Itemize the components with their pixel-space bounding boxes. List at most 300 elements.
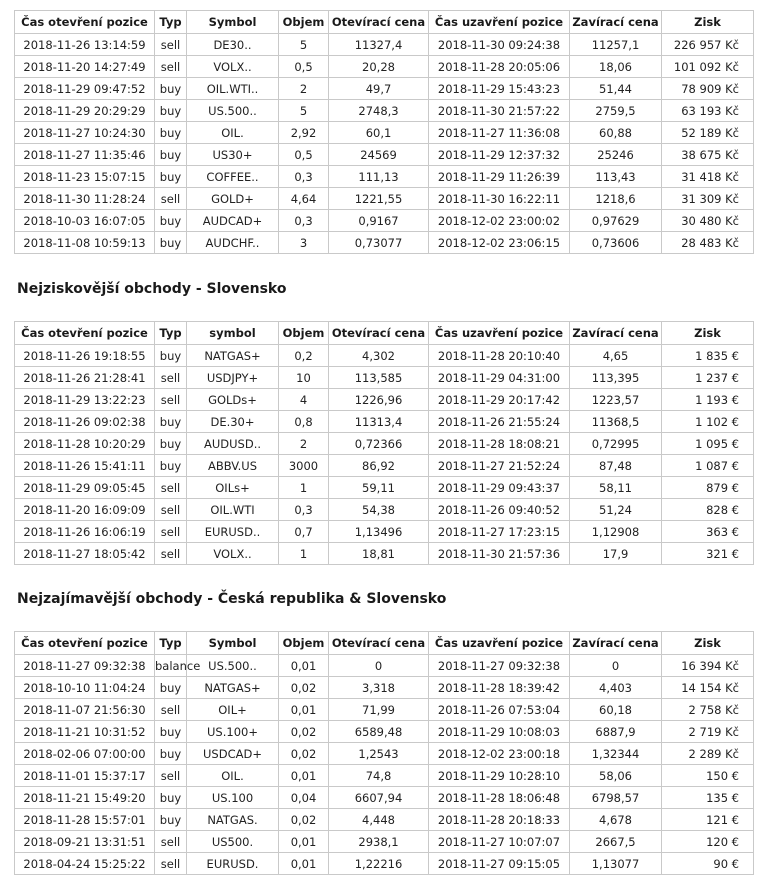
cell-profit: 226 957 Kč	[662, 34, 754, 56]
cell-open-time: 2018-04-24 15:25:22	[15, 853, 155, 875]
cell-profit: 879 €	[662, 477, 754, 499]
cell-close-price: 60,18	[570, 699, 662, 721]
column-header-volume: Objem	[279, 632, 329, 655]
cell-symbol: US.500..	[187, 655, 279, 677]
cell-open-price: 1,22216	[329, 853, 429, 875]
trades-table-sk	[14, 321, 754, 565]
cell-profit: 31 309 Kč	[662, 188, 754, 210]
cell-close-price: 1,12908	[570, 521, 662, 543]
cell-profit: 321 €	[662, 543, 754, 565]
cell-close-price: 0,72995	[570, 433, 662, 455]
cell-open-time: 2018-11-29 09:05:45	[15, 477, 155, 499]
cell-type: balance	[155, 655, 187, 677]
cell-close-price: 51,44	[570, 78, 662, 100]
cell-close-price: 113,395	[570, 367, 662, 389]
cell-close-time: 2018-11-27 17:23:15	[429, 521, 570, 543]
cell-open-price: 4,448	[329, 809, 429, 831]
cell-close-price: 0,97629	[570, 210, 662, 232]
cell-profit: 63 193 Kč	[662, 100, 754, 122]
table-row	[15, 853, 754, 875]
cell-type: sell	[155, 367, 187, 389]
cell-close-price: 4,403	[570, 677, 662, 699]
cell-open-price: 0,9167	[329, 210, 429, 232]
cell-type: sell	[155, 34, 187, 56]
cell-open-price: 1226,96	[329, 389, 429, 411]
cell-volume: 0,5	[279, 56, 329, 78]
table-row	[15, 499, 754, 521]
table-row	[15, 166, 754, 188]
table-row	[15, 543, 754, 565]
cell-close-price: 6798,57	[570, 787, 662, 809]
cell-volume: 2,92	[279, 122, 329, 144]
cell-type: buy	[155, 743, 187, 765]
cell-volume: 0,02	[279, 743, 329, 765]
cell-type: sell	[155, 188, 187, 210]
table-row	[15, 34, 754, 56]
table-row	[15, 699, 754, 721]
cell-profit: 120 €	[662, 831, 754, 853]
cell-type: buy	[155, 100, 187, 122]
cell-close-time: 2018-11-29 11:26:39	[429, 166, 570, 188]
cell-volume: 1	[279, 477, 329, 499]
cell-volume: 0,01	[279, 765, 329, 787]
cell-open-price: 2938,1	[329, 831, 429, 853]
cell-symbol: USDJPY+	[187, 367, 279, 389]
cell-profit: 121 €	[662, 809, 754, 831]
cell-volume: 0,01	[279, 853, 329, 875]
cell-type: buy	[155, 144, 187, 166]
cell-close-price: 51,24	[570, 499, 662, 521]
cell-profit: 101 092 Kč	[662, 56, 754, 78]
table-row	[15, 743, 754, 765]
section-title-cz-sk: Nejzajímavější obchody - Česká republika & Slovensko	[17, 591, 447, 607]
cell-close-time: 2018-11-27 21:52:24	[429, 455, 570, 477]
cell-open-time: 2018-11-26 15:41:11	[15, 455, 155, 477]
table-row	[15, 100, 754, 122]
cell-open-time: 2018-11-01 15:37:17	[15, 765, 155, 787]
column-header-close-time: Čas uzavření pozice	[429, 632, 570, 655]
column-header-open-price: Otevírací cena	[329, 322, 429, 345]
cell-symbol: US500.	[187, 831, 279, 853]
cell-volume: 3000	[279, 455, 329, 477]
cell-close-price: 0	[570, 655, 662, 677]
cell-open-time: 2018-11-21 15:49:20	[15, 787, 155, 809]
cell-symbol: GOLD+	[187, 188, 279, 210]
column-header-close-price: Zavírací cena	[570, 11, 662, 34]
table-row	[15, 78, 754, 100]
cell-close-price: 0,73606	[570, 232, 662, 254]
cell-close-price: 11368,5	[570, 411, 662, 433]
cell-close-price: 1,32344	[570, 743, 662, 765]
cell-type: buy	[155, 345, 187, 367]
cell-profit: 28 483 Kč	[662, 232, 754, 254]
cell-close-price: 1,13077	[570, 853, 662, 875]
cell-close-price: 60,88	[570, 122, 662, 144]
trades-table-cz	[14, 10, 754, 254]
column-header-open-price: Otevírací cena	[329, 11, 429, 34]
cell-open-time: 2018-10-03 16:07:05	[15, 210, 155, 232]
cell-close-price: 18,06	[570, 56, 662, 78]
cell-type: sell	[155, 477, 187, 499]
cell-open-price: 0	[329, 655, 429, 677]
cell-open-time: 2018-11-27 18:05:42	[15, 543, 155, 565]
cell-close-time: 2018-11-26 07:53:04	[429, 699, 570, 721]
cell-symbol: AUDCAD+	[187, 210, 279, 232]
cell-close-price: 58,06	[570, 765, 662, 787]
table-row	[15, 477, 754, 499]
cell-symbol: US30+	[187, 144, 279, 166]
cell-type: sell	[155, 853, 187, 875]
cell-profit: 1 237 €	[662, 367, 754, 389]
cell-symbol: OIL+	[187, 699, 279, 721]
cell-open-time: 2018-11-07 21:56:30	[15, 699, 155, 721]
table-row	[15, 455, 754, 477]
cell-close-time: 2018-11-28 18:06:48	[429, 787, 570, 809]
cell-volume: 0,02	[279, 721, 329, 743]
column-header-symbol: Symbol	[187, 11, 279, 34]
cell-type: buy	[155, 411, 187, 433]
cell-close-price: 4,65	[570, 345, 662, 367]
cell-symbol: COFFEE..	[187, 166, 279, 188]
cell-close-time: 2018-11-29 10:08:03	[429, 721, 570, 743]
cell-close-price: 87,48	[570, 455, 662, 477]
column-header-open-price: Otevírací cena	[329, 632, 429, 655]
cell-open-price: 2748,3	[329, 100, 429, 122]
cell-profit: 38 675 Kč	[662, 144, 754, 166]
cell-symbol: DE.30+	[187, 411, 279, 433]
cell-close-price: 58,11	[570, 477, 662, 499]
cell-symbol: AUDCHF..	[187, 232, 279, 254]
table-row	[15, 210, 754, 232]
cell-volume: 0,3	[279, 499, 329, 521]
cell-symbol: GOLDs+	[187, 389, 279, 411]
cell-close-time: 2018-11-30 16:22:11	[429, 188, 570, 210]
column-header-profit: Zisk	[662, 11, 754, 34]
cell-open-time: 2018-11-26 19:18:55	[15, 345, 155, 367]
cell-open-price: 59,11	[329, 477, 429, 499]
cell-close-time: 2018-11-30 21:57:36	[429, 543, 570, 565]
cell-close-time: 2018-11-29 20:17:42	[429, 389, 570, 411]
cell-close-price: 6887,9	[570, 721, 662, 743]
cell-symbol: NATGAS+	[187, 345, 279, 367]
cell-open-price: 54,38	[329, 499, 429, 521]
cell-close-time: 2018-12-02 23:00:18	[429, 743, 570, 765]
cell-open-time: 2018-11-27 11:35:46	[15, 144, 155, 166]
cell-symbol: OIL.	[187, 765, 279, 787]
column-header-open-time: Čas otevření pozice	[15, 11, 155, 34]
cell-open-time: 2018-11-28 15:57:01	[15, 809, 155, 831]
cell-close-time: 2018-11-28 18:39:42	[429, 677, 570, 699]
table-row	[15, 345, 754, 367]
cell-type: buy	[155, 433, 187, 455]
cell-close-price: 2759,5	[570, 100, 662, 122]
cell-type: buy	[155, 210, 187, 232]
cell-symbol: OILs+	[187, 477, 279, 499]
cell-open-time: 2018-11-26 21:28:41	[15, 367, 155, 389]
table-header-row	[15, 632, 754, 655]
cell-open-time: 2018-11-27 10:24:30	[15, 122, 155, 144]
cell-profit: 1 102 €	[662, 411, 754, 433]
cell-open-price: 74,8	[329, 765, 429, 787]
cell-symbol: VOLX..	[187, 543, 279, 565]
cell-volume: 0,04	[279, 787, 329, 809]
cell-open-price: 1221,55	[329, 188, 429, 210]
cell-symbol: EURUSD.	[187, 853, 279, 875]
cell-volume: 0,2	[279, 345, 329, 367]
table-row	[15, 809, 754, 831]
table-row	[15, 411, 754, 433]
column-header-open-time: Čas otevření pozice	[15, 632, 155, 655]
cell-close-time: 2018-11-28 20:05:06	[429, 56, 570, 78]
cell-symbol: OIL.WTI	[187, 499, 279, 521]
cell-open-price: 1,13496	[329, 521, 429, 543]
cell-profit: 150 €	[662, 765, 754, 787]
cell-open-price: 60,1	[329, 122, 429, 144]
cell-type: buy	[155, 166, 187, 188]
cell-type: buy	[155, 78, 187, 100]
cell-volume: 0,7	[279, 521, 329, 543]
cell-type: sell	[155, 389, 187, 411]
table-row	[15, 521, 754, 543]
cell-volume: 0,01	[279, 655, 329, 677]
cell-profit: 1 835 €	[662, 345, 754, 367]
cell-symbol: OIL.WTI..	[187, 78, 279, 100]
cell-profit: 31 418 Kč	[662, 166, 754, 188]
cell-close-price: 17,9	[570, 543, 662, 565]
cell-volume: 0,5	[279, 144, 329, 166]
cell-open-time: 2018-11-27 09:32:38	[15, 655, 155, 677]
cell-volume: 4,64	[279, 188, 329, 210]
cell-type: buy	[155, 122, 187, 144]
cell-open-price: 6589,48	[329, 721, 429, 743]
column-header-type: Typ	[155, 11, 187, 34]
cell-close-price: 113,43	[570, 166, 662, 188]
cell-symbol: DE30..	[187, 34, 279, 56]
column-header-symbol: symbol	[187, 322, 279, 345]
column-header-close-price: Zavírací cena	[570, 632, 662, 655]
table-row	[15, 188, 754, 210]
section-title-slovensko: Nejziskovější obchody - Slovensko	[17, 281, 287, 297]
cell-type: buy	[155, 677, 187, 699]
cell-open-time: 2018-11-26 16:06:19	[15, 521, 155, 543]
cell-close-time: 2018-11-29 12:37:32	[429, 144, 570, 166]
column-header-symbol: Symbol	[187, 632, 279, 655]
cell-close-time: 2018-11-26 09:40:52	[429, 499, 570, 521]
cell-open-price: 1,2543	[329, 743, 429, 765]
column-header-close-time: Čas uzavření pozice	[429, 322, 570, 345]
cell-open-time: 2018-09-21 13:31:51	[15, 831, 155, 853]
cell-open-price: 113,585	[329, 367, 429, 389]
column-header-profit: Zisk	[662, 322, 754, 345]
cell-type: sell	[155, 699, 187, 721]
cell-profit: 14 154 Kč	[662, 677, 754, 699]
cell-close-time: 2018-11-28 20:10:40	[429, 345, 570, 367]
table-header-row	[15, 11, 754, 34]
table-row	[15, 56, 754, 78]
column-header-volume: Objem	[279, 322, 329, 345]
cell-open-time: 2018-11-26 13:14:59	[15, 34, 155, 56]
cell-type: buy	[155, 721, 187, 743]
cell-open-price: 6607,94	[329, 787, 429, 809]
cell-symbol: AUDUSD..	[187, 433, 279, 455]
cell-volume: 0,02	[279, 809, 329, 831]
table-row	[15, 677, 754, 699]
cell-open-time: 2018-11-21 10:31:52	[15, 721, 155, 743]
trades-table-cz-sk	[14, 631, 754, 875]
cell-close-time: 2018-11-30 21:57:22	[429, 100, 570, 122]
cell-volume: 5	[279, 34, 329, 56]
cell-type: sell	[155, 543, 187, 565]
cell-type: buy	[155, 455, 187, 477]
cell-open-price: 24569	[329, 144, 429, 166]
cell-type: buy	[155, 232, 187, 254]
cell-volume: 0,3	[279, 166, 329, 188]
cell-open-time: 2018-11-29 13:22:23	[15, 389, 155, 411]
table-row	[15, 831, 754, 853]
cell-type: buy	[155, 787, 187, 809]
cell-symbol: VOLX..	[187, 56, 279, 78]
cell-close-time: 2018-11-26 21:55:24	[429, 411, 570, 433]
cell-type: sell	[155, 499, 187, 521]
table-row	[15, 122, 754, 144]
cell-symbol: US.500..	[187, 100, 279, 122]
cell-symbol: NATGAS+	[187, 677, 279, 699]
column-header-close-time: Čas uzavření pozice	[429, 11, 570, 34]
cell-close-time: 2018-11-29 10:28:10	[429, 765, 570, 787]
table-row	[15, 765, 754, 787]
cell-open-time: 2018-11-30 11:28:24	[15, 188, 155, 210]
table-row	[15, 232, 754, 254]
cell-profit: 78 909 Kč	[662, 78, 754, 100]
cell-profit: 16 394 Kč	[662, 655, 754, 677]
column-header-type: Typ	[155, 322, 187, 345]
cell-profit: 828 €	[662, 499, 754, 521]
cell-close-time: 2018-11-29 09:43:37	[429, 477, 570, 499]
cell-close-time: 2018-11-27 11:36:08	[429, 122, 570, 144]
cell-volume: 0,8	[279, 411, 329, 433]
column-header-volume: Objem	[279, 11, 329, 34]
cell-volume: 10	[279, 367, 329, 389]
cell-close-time: 2018-11-27 09:32:38	[429, 655, 570, 677]
cell-close-time: 2018-11-28 18:08:21	[429, 433, 570, 455]
cell-close-price: 4,678	[570, 809, 662, 831]
cell-close-price: 1223,57	[570, 389, 662, 411]
column-header-open-time: Čas otevření pozice	[15, 322, 155, 345]
cell-volume: 0,3	[279, 210, 329, 232]
cell-profit: 1 095 €	[662, 433, 754, 455]
cell-open-time: 2018-11-28 10:20:29	[15, 433, 155, 455]
cell-open-time: 2018-11-23 15:07:15	[15, 166, 155, 188]
cell-close-time: 2018-11-28 20:18:33	[429, 809, 570, 831]
table-row	[15, 144, 754, 166]
cell-open-price: 4,302	[329, 345, 429, 367]
table-row	[15, 433, 754, 455]
cell-volume: 2	[279, 78, 329, 100]
cell-open-time: 2018-02-06 07:00:00	[15, 743, 155, 765]
table-row	[15, 367, 754, 389]
cell-symbol: USDCAD+	[187, 743, 279, 765]
cell-open-price: 18,81	[329, 543, 429, 565]
cell-type: sell	[155, 765, 187, 787]
cell-close-time: 2018-11-30 09:24:38	[429, 34, 570, 56]
cell-volume: 0,02	[279, 677, 329, 699]
cell-close-time: 2018-11-27 09:15:05	[429, 853, 570, 875]
column-header-type: Typ	[155, 632, 187, 655]
cell-volume: 2	[279, 433, 329, 455]
cell-open-price: 0,72366	[329, 433, 429, 455]
cell-open-time: 2018-11-08 10:59:13	[15, 232, 155, 254]
column-header-profit: Zisk	[662, 632, 754, 655]
cell-type: sell	[155, 56, 187, 78]
cell-symbol: EURUSD..	[187, 521, 279, 543]
cell-profit: 135 €	[662, 787, 754, 809]
cell-open-time: 2018-11-29 09:47:52	[15, 78, 155, 100]
cell-open-time: 2018-11-20 16:09:09	[15, 499, 155, 521]
table-row	[15, 389, 754, 411]
cell-symbol: NATGAS.	[187, 809, 279, 831]
cell-open-price: 71,99	[329, 699, 429, 721]
cell-profit: 90 €	[662, 853, 754, 875]
cell-type: sell	[155, 521, 187, 543]
cell-open-price: 111,13	[329, 166, 429, 188]
table-row	[15, 721, 754, 743]
cell-close-time: 2018-11-27 10:07:07	[429, 831, 570, 853]
cell-volume: 0,01	[279, 831, 329, 853]
cell-symbol: US.100	[187, 787, 279, 809]
cell-symbol: US.100+	[187, 721, 279, 743]
cell-profit: 2 719 Kč	[662, 721, 754, 743]
cell-type: sell	[155, 831, 187, 853]
cell-close-price: 1218,6	[570, 188, 662, 210]
cell-symbol: ABBV.US	[187, 455, 279, 477]
column-header-close-price: Zavírací cena	[570, 322, 662, 345]
cell-open-price: 3,318	[329, 677, 429, 699]
cell-symbol: OIL.	[187, 122, 279, 144]
cell-open-price: 11313,4	[329, 411, 429, 433]
cell-profit: 2 289 Kč	[662, 743, 754, 765]
cell-volume: 5	[279, 100, 329, 122]
cell-open-price: 11327,4	[329, 34, 429, 56]
table-row	[15, 787, 754, 809]
cell-volume: 1	[279, 543, 329, 565]
table-row	[15, 655, 754, 677]
cell-close-price: 2667,5	[570, 831, 662, 853]
cell-open-price: 20,28	[329, 56, 429, 78]
cell-profit: 363 €	[662, 521, 754, 543]
cell-profit: 30 480 Kč	[662, 210, 754, 232]
cell-volume: 4	[279, 389, 329, 411]
cell-open-price: 0,73077	[329, 232, 429, 254]
cell-close-time: 2018-12-02 23:06:15	[429, 232, 570, 254]
cell-close-price: 25246	[570, 144, 662, 166]
cell-close-time: 2018-11-29 04:31:00	[429, 367, 570, 389]
cell-open-time: 2018-10-10 11:04:24	[15, 677, 155, 699]
cell-volume: 0,01	[279, 699, 329, 721]
cell-close-time: 2018-11-29 15:43:23	[429, 78, 570, 100]
cell-open-time: 2018-11-20 14:27:49	[15, 56, 155, 78]
cell-open-price: 49,7	[329, 78, 429, 100]
cell-volume: 3	[279, 232, 329, 254]
cell-open-time: 2018-11-29 20:29:29	[15, 100, 155, 122]
cell-profit: 1 193 €	[662, 389, 754, 411]
cell-open-time: 2018-11-26 09:02:38	[15, 411, 155, 433]
cell-type: buy	[155, 809, 187, 831]
cell-close-price: 11257,1	[570, 34, 662, 56]
cell-close-time: 2018-12-02 23:00:02	[429, 210, 570, 232]
cell-profit: 1 087 €	[662, 455, 754, 477]
cell-profit: 52 189 Kč	[662, 122, 754, 144]
cell-open-price: 86,92	[329, 455, 429, 477]
